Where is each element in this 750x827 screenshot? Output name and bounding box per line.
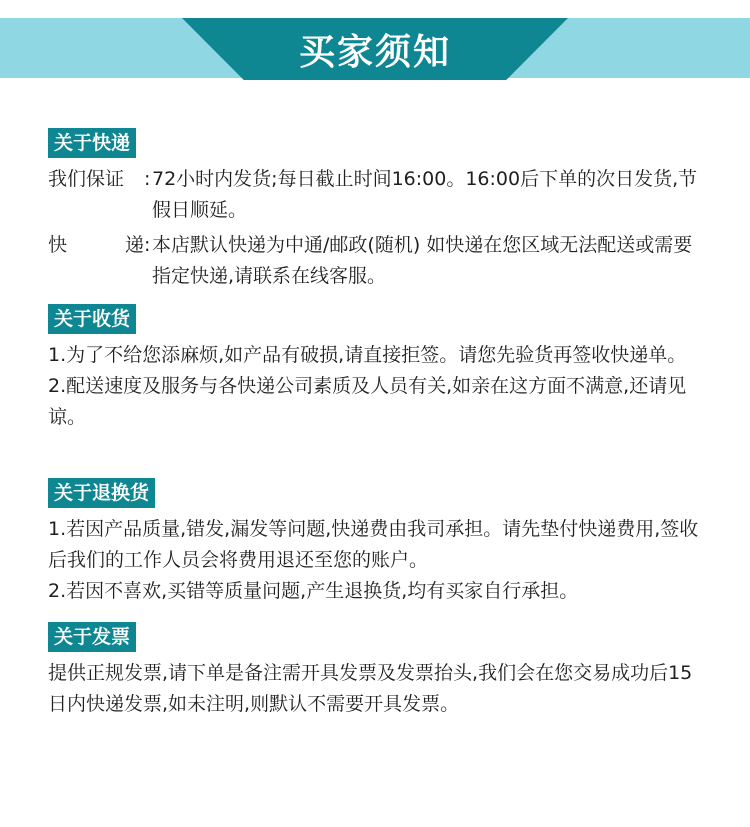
section-returns bbox=[48, 478, 708, 607]
express-guarantee-colon: : bbox=[144, 168, 151, 190]
express-guarantee-text: 72小时内发货;每日截止时间16:00。16:00后下单的次日发货,节假日顺延。 bbox=[152, 168, 698, 221]
section-receive bbox=[48, 304, 708, 433]
invoice-paragraph: 提供正规发票,请下单是备注需开具发票及发票抬头,我们会在您交易成功后15日内快递发票,如未注明,则默认不需要开具发票。 bbox=[48, 662, 693, 715]
express-courier-label-b: 递 bbox=[124, 234, 144, 256]
section-tag-invoice: 关于发票 bbox=[48, 622, 136, 652]
section-tag-receive: 关于收货 bbox=[48, 304, 136, 334]
page-title: 买家须知 bbox=[298, 31, 451, 73]
express-courier-label bbox=[48, 230, 144, 292]
receive-paragraph-2: 2.配送速度及服务与各快递公司素质及人员有关,如亲在这方面不满意,还请见谅。 bbox=[48, 375, 687, 428]
section-express bbox=[48, 128, 708, 292]
section-tag-express: 关于快递 bbox=[48, 128, 136, 158]
returns-paragraph-2: 2.若因不喜欢,买错等质量问题,产生退换货,均有买家自行承担。 bbox=[48, 580, 579, 602]
express-courier-row bbox=[48, 230, 708, 292]
section-invoice bbox=[48, 622, 708, 720]
receive-paragraph-1: 1.为了不给您添麻烦,如产品有破损,请直接拒签。请您先验货再签收快递单。 bbox=[48, 344, 687, 366]
express-guarantee-label-text: 我们保证 bbox=[48, 168, 125, 190]
express-courier-label-a: 快 bbox=[48, 234, 68, 256]
express-guarantee-label bbox=[48, 164, 144, 226]
section-tag-returns: 关于退换货 bbox=[48, 478, 155, 508]
express-courier-text: 本店默认快递为中通/邮政(随机) 如快递在您区域无法配送或需要指定快递,请联系在线客服。 bbox=[152, 234, 693, 287]
returns-paragraph-1: 1.若因产品质量,错发,漏发等问题,快递费由我司承担。请先垫付快递费用,签收后我们的工作人员会将费用退还至您的账户。 bbox=[48, 518, 699, 571]
express-guarantee-row bbox=[48, 164, 708, 226]
express-courier-colon: : bbox=[144, 234, 151, 256]
